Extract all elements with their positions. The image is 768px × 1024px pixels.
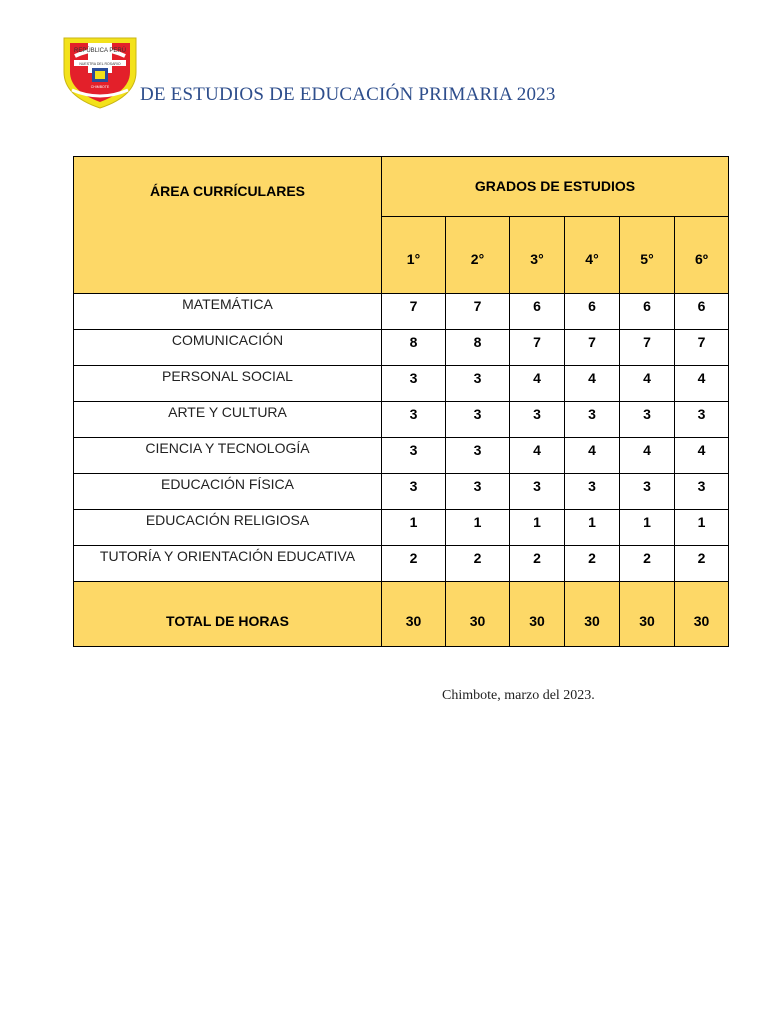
- area-cell: EDUCACIÓN RELIGIOSA: [74, 510, 382, 546]
- hours-cell: 7: [565, 330, 620, 366]
- logo-city-text: CHIMBOTE: [90, 85, 110, 89]
- hours-cell: 2: [675, 546, 729, 582]
- total-cell: 30: [620, 582, 675, 647]
- hours-cell: 3: [382, 474, 446, 510]
- table-row: [74, 438, 729, 474]
- table-row: [74, 510, 729, 546]
- hours-cell: 7: [446, 294, 510, 330]
- grade-header: 3°: [510, 216, 565, 293]
- table-row: [74, 294, 729, 330]
- table-row: [74, 402, 729, 438]
- hours-cell: 4: [565, 438, 620, 474]
- hours-cell: 3: [565, 474, 620, 510]
- hours-cell: 4: [620, 438, 675, 474]
- total-label: TOTAL DE HORAS: [74, 582, 382, 647]
- hours-cell: 2: [382, 546, 446, 582]
- table-row: [74, 546, 729, 582]
- hours-cell: 1: [675, 510, 729, 546]
- hours-cell: 3: [446, 366, 510, 402]
- hours-cell: 4: [565, 366, 620, 402]
- area-cell: CIENCIA Y TECNOLOGÍA: [74, 438, 382, 474]
- area-cell: MATEMÁTICA: [74, 294, 382, 330]
- hours-cell: 2: [446, 546, 510, 582]
- hours-cell: 6: [565, 294, 620, 330]
- grade-header: 2°: [446, 216, 510, 293]
- area-header: ÁREA CURRÍCULARES: [74, 157, 382, 294]
- area-cell: PERSONAL SOCIAL: [74, 366, 382, 402]
- hours-cell: 3: [620, 474, 675, 510]
- hours-cell: 3: [446, 474, 510, 510]
- hours-cell: 8: [446, 330, 510, 366]
- total-cell: 30: [510, 582, 565, 647]
- table-row: [74, 330, 729, 366]
- hours-cell: 3: [510, 474, 565, 510]
- total-row: [74, 582, 729, 647]
- area-cell: COMUNICACIÓN: [74, 330, 382, 366]
- school-crest-logo: [60, 30, 140, 110]
- table-row: [74, 474, 729, 510]
- logo-middle-text: NUESTRA DEL ROSARIO: [79, 62, 121, 66]
- footer-date: Chimbote, marzo del 2023.: [442, 688, 595, 703]
- hours-cell: 7: [382, 294, 446, 330]
- hours-cell: 3: [620, 402, 675, 438]
- hours-cell: 1: [382, 510, 446, 546]
- grade-header: 1°: [382, 216, 446, 293]
- hours-cell: 3: [382, 402, 446, 438]
- hours-cell: 3: [446, 438, 510, 474]
- area-cell: TUTORÍA Y ORIENTACIÓN EDUCATIVA: [74, 546, 382, 582]
- area-cell: ARTE Y CULTURA: [74, 402, 382, 438]
- area-cell: EDUCACIÓN FÍSICA: [74, 474, 382, 510]
- hours-cell: 7: [510, 330, 565, 366]
- logo-top-text: REPÚBLICA PERÚ: [73, 48, 127, 54]
- table-row: [74, 366, 729, 402]
- grade-header: 6º: [675, 216, 729, 293]
- hours-cell: 3: [675, 402, 729, 438]
- total-cell: 30: [565, 582, 620, 647]
- hours-cell: 6: [620, 294, 675, 330]
- hours-cell: 4: [510, 438, 565, 474]
- hours-cell: 7: [620, 330, 675, 366]
- hours-cell: 3: [382, 366, 446, 402]
- hours-cell: 3: [382, 438, 446, 474]
- curriculum-table: [73, 156, 729, 647]
- hours-cell: 4: [675, 438, 729, 474]
- hours-cell: 3: [675, 474, 729, 510]
- hours-cell: 6: [510, 294, 565, 330]
- page-title: DE ESTUDIOS DE EDUCACIÓN PRIMARIA 2023: [140, 84, 556, 105]
- hours-cell: 2: [620, 546, 675, 582]
- hours-cell: 4: [620, 366, 675, 402]
- hours-cell: 3: [446, 402, 510, 438]
- hours-cell: 6: [675, 294, 729, 330]
- hours-cell: 3: [565, 402, 620, 438]
- hours-cell: 1: [510, 510, 565, 546]
- hours-cell: 8: [382, 330, 446, 366]
- total-cell: 30: [446, 582, 510, 647]
- hours-cell: 7: [675, 330, 729, 366]
- grade-header: 5°: [620, 216, 675, 293]
- grados-header: GRADOS DE ESTUDIOS: [382, 157, 729, 217]
- hours-cell: 1: [565, 510, 620, 546]
- hours-cell: 2: [510, 546, 565, 582]
- hours-cell: 1: [446, 510, 510, 546]
- total-cell: 30: [382, 582, 446, 647]
- hours-cell: 3: [510, 402, 565, 438]
- hours-cell: 2: [565, 546, 620, 582]
- hours-cell: 1: [620, 510, 675, 546]
- hours-cell: 4: [675, 366, 729, 402]
- grade-header: 4°: [565, 216, 620, 293]
- total-cell: 30: [675, 582, 729, 647]
- hours-cell: 4: [510, 366, 565, 402]
